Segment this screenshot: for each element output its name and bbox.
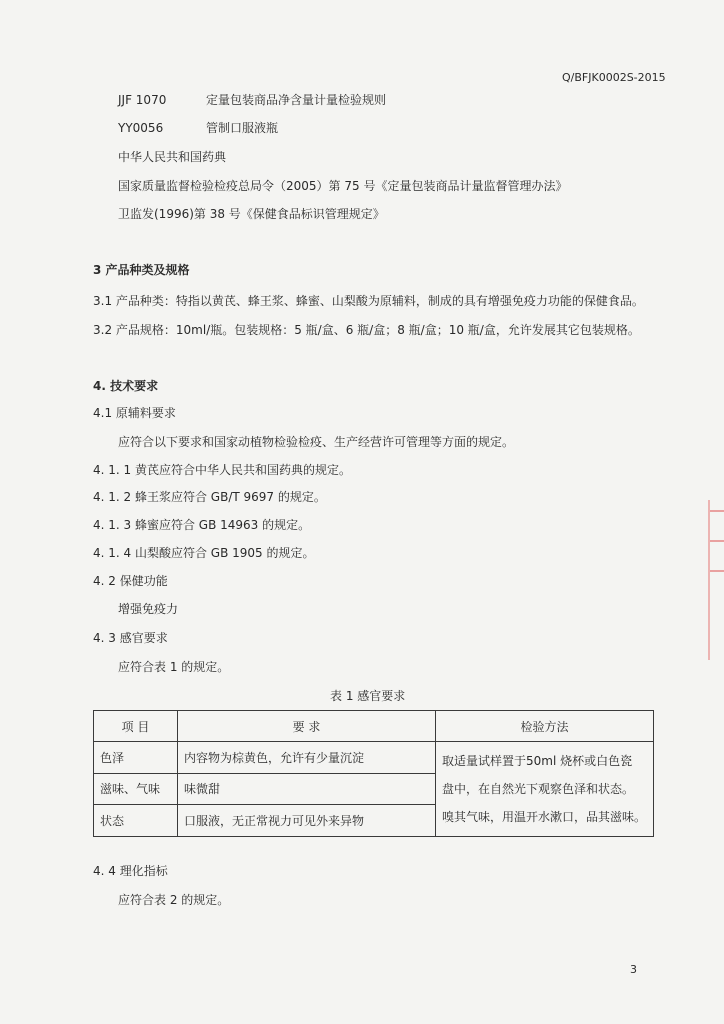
red-stamp-edge xyxy=(708,500,724,660)
ref-order-75: 国家质量监督检验检疫总局令（2005）第 75 号《定量包装商品计量监督管理办法》 xyxy=(118,179,568,193)
ref-title-yy0056: 管制口服液瓶 xyxy=(206,121,279,135)
col-header-item: 项 目 xyxy=(94,711,178,742)
section4-3-text: 应符合表 1 的规定。 xyxy=(118,660,230,674)
section4-1-1: 4. 1. 1 黄芪应符合中华人民共和国药典的规定。 xyxy=(93,463,351,477)
section3-heading: 3 产品种类及规格 xyxy=(93,263,190,277)
section4-heading: 4. 技术要求 xyxy=(93,379,159,393)
page-number: 3 xyxy=(630,963,637,976)
cell-item: 色泽 xyxy=(94,742,178,774)
col-header-method: 检验方法 xyxy=(436,711,654,742)
ref-pharmacopoeia: 中华人民共和国药典 xyxy=(118,150,227,164)
doc-code: Q/BFJK0002S-2015 xyxy=(562,71,666,84)
cell-method xyxy=(436,742,654,837)
cell-item: 状态 xyxy=(94,805,178,837)
ref-code-yy0056: YY0056 xyxy=(118,121,164,135)
section4-4-text: 应符合表 2 的规定。 xyxy=(118,893,230,907)
section3-1: 3.1 产品种类：特指以黄芪、蜂王浆、蜂蜜、山梨酸为原辅料，制成的具有增强免疫力功能的保健食品。 xyxy=(93,294,644,308)
cell-requirement: 内容物为棕黄色，允许有少量沉淀 xyxy=(178,742,436,774)
section3-2: 3.2 产品规格：10ml/瓶。包装规格：5 瓶/盒、6 瓶/盒；8 瓶/盒；10 瓶/盒，允许发展其它包装规格。 xyxy=(93,323,640,337)
section4-1-4: 4. 1. 4 山梨酸应符合 GB 1905 的规定。 xyxy=(93,546,315,560)
table1-caption: 表 1 感官要求 xyxy=(330,689,406,703)
table-row xyxy=(94,742,654,774)
section4-1-intro: 应符合以下要求和国家动植物检验检疫、生产经营许可管理等方面的规定。 xyxy=(118,435,515,449)
method-line: 取适量试样置于50ml 烧杯或白色瓷 xyxy=(442,754,633,768)
section4-4: 4. 4 理化指标 xyxy=(93,864,168,878)
table-header-row xyxy=(94,711,654,742)
cell-item: 滋味、气味 xyxy=(94,773,178,805)
method-line: 盘中，在自然光下观察色泽和状态。 xyxy=(442,782,635,796)
section4-3: 4. 3 感官要求 xyxy=(93,631,168,645)
section4-2: 4. 2 保健功能 xyxy=(93,574,168,588)
method-line: 嗅其气味，用温开水漱口，品其滋味。 xyxy=(442,810,647,824)
ref-health-food-label: 卫监发(1996)第 38 号《保健食品标识管理规定》 xyxy=(118,207,385,221)
ref-title-jjf1070: 定量包装商品净含量计量检验规则 xyxy=(206,93,387,107)
col-header-requirement: 要 求 xyxy=(178,711,436,742)
section4-1-2: 4. 1. 2 蜂王浆应符合 GB/T 9697 的规定。 xyxy=(93,490,326,504)
section4-1: 4.1 原辅料要求 xyxy=(93,406,176,420)
cell-requirement: 味微甜 xyxy=(178,773,436,805)
cell-requirement: 口服液，无正常视力可见外来异物 xyxy=(178,805,436,837)
ref-code-jjf1070: JJF 1070 xyxy=(118,93,167,107)
sensory-table xyxy=(93,710,654,837)
section4-2-text: 增强免疫力 xyxy=(118,602,179,616)
section4-1-3: 4. 1. 3 蜂蜜应符合 GB 14963 的规定。 xyxy=(93,518,311,532)
